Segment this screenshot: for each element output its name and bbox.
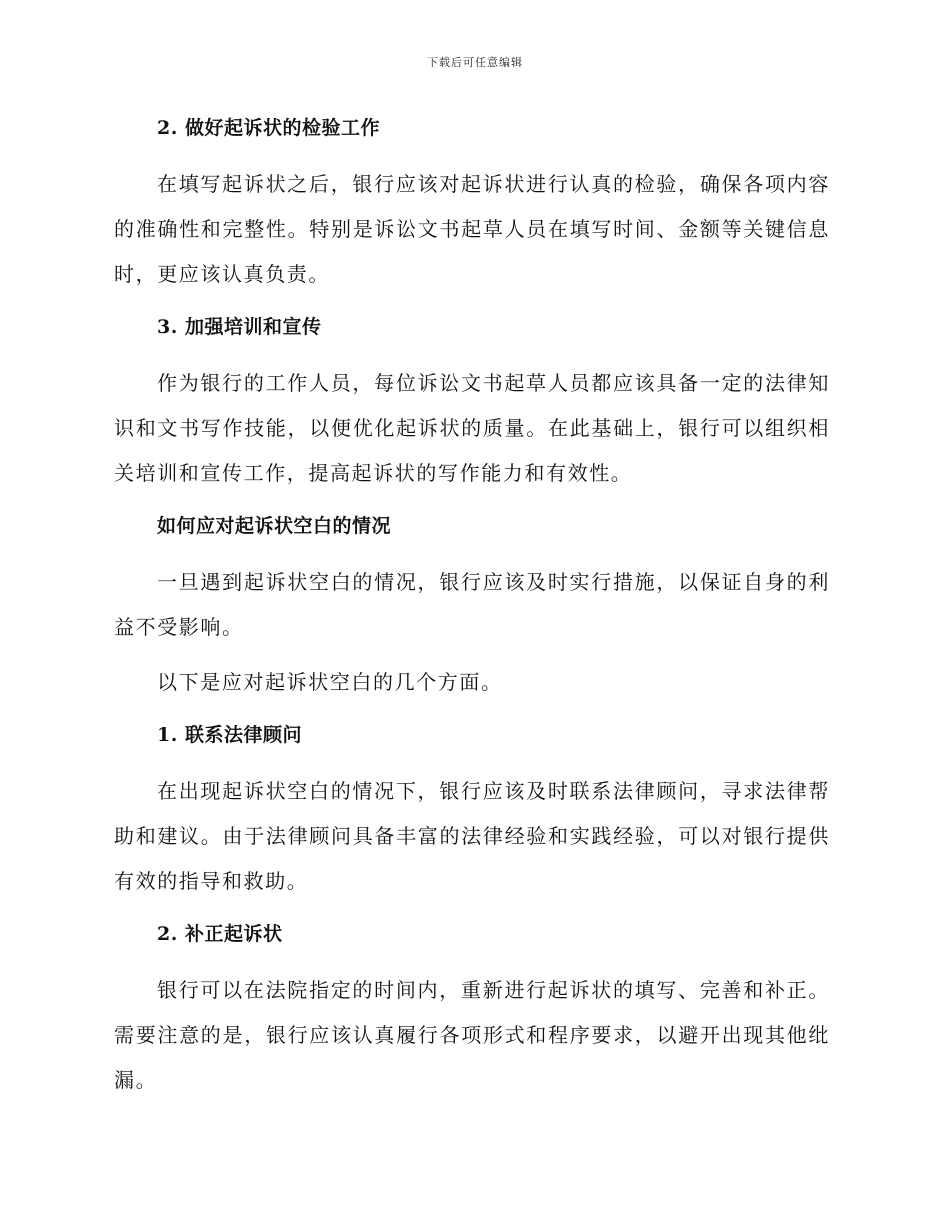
section-heading-handle-blank: 如何应对起诉状空白的情况	[157, 515, 392, 537]
paragraph-aspects-intro: 以下是应对起诉状空白的几个方面。	[157, 670, 503, 694]
document-body	[114, 108, 830, 1113]
section-heading-check-complaint: 2. 做好起诉状的检验工作	[157, 117, 380, 139]
section-heading-training: 3. 加强培训和宣传	[157, 316, 322, 338]
paragraph-training: 作为银行的工作人员，每位诉讼文书起草人员都应该具备一定的法律知识和文书写作技能，以便优化起诉状的质量。在此基础上，银行可以组织相关培训和宣传工作，提高起诉状的写作能力和有效性。	[114, 371, 830, 485]
section-heading-legal-advisor: 1. 联系法律顾问	[157, 724, 302, 746]
paragraph-handle-blank: 一旦遇到起诉状空白的情况，银行应该及时实行措施，以保证自身的利益不受影响。	[114, 570, 830, 639]
paragraph-legal-advisor: 在出现起诉状空白的情况下，银行应该及时联系法律顾问，寻求法律帮助和建议。由于法律顾问具备丰富的法律经验和实践经验，可以对银行提供有效的指导和救助。	[114, 779, 830, 893]
page-header: 下载后可任意编辑	[427, 56, 523, 69]
paragraph-amend-complaint: 银行可以在法院指定的时间内，重新进行起诉状的填写、完善和补正。需要注意的是，银行应该认真履行各项形式和程序要求，以避开出现其他纰漏。	[114, 978, 830, 1092]
section-heading-amend-complaint: 2. 补正起诉状	[157, 923, 283, 945]
paragraph-check-complaint: 在填写起诉状之后，银行应该对起诉状进行认真的检验，确保各项内容的准确性和完整性。特别是诉讼文书起草人员在填写时间、金额等关键信息时，更应该认真负责。	[114, 172, 830, 286]
